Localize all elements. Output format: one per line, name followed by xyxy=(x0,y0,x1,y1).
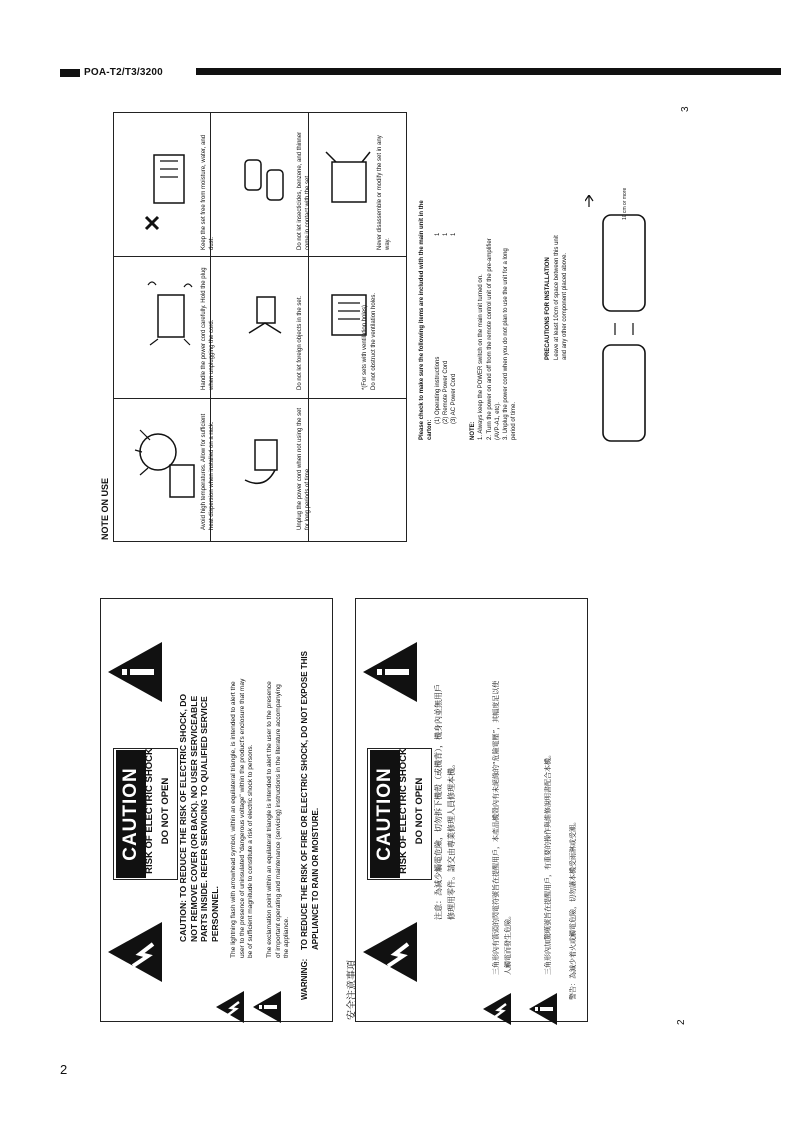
check-count-2: 1 xyxy=(443,232,449,236)
chinese-note: 注意：為減少觸電危險，切勿拆下機殼（或機背），機身內並無用戶修理用零件。請交由專業修理人員修理本機。 xyxy=(434,684,456,920)
illus-foreign-objects xyxy=(140,135,200,235)
note-item-2: Handle the power cord carefully. Hold the plug when unplugging the cord. xyxy=(201,267,215,390)
header xyxy=(60,67,163,78)
note-item-5: Do not obstruct the ventilation holes. xyxy=(371,292,377,390)
caution-open: DO NOT OPEN xyxy=(160,777,171,845)
install-clearance: 10 cm or more xyxy=(622,187,628,220)
illus-moisture xyxy=(140,275,200,365)
caution-risk-zh: RISK OF ELECTRIC SHOCK xyxy=(398,748,409,874)
warning-text: TO REDUCE THE RISK OF FIRE OR ELECTRIC SHOCK, DO NOT EXPOSE THIS APPLIANCE TO RAIN OR MOISTURE. xyxy=(300,651,320,950)
install-title: PRECAUTIONS FOR INSTALLATION xyxy=(545,257,551,360)
caution-main-text: CAUTION: TO REDUCE THE RISK OF ELECTRIC SHOCK, DO NOT REMOVE COVER (OR BACK). NO USER SERVICEABLE PARTS INSIDE. REFER SERVICING TO QUALIFIED SERVICE PERSONNEL. xyxy=(178,693,220,942)
page-number-rot-left: 2 xyxy=(676,1019,687,1025)
check-item-1: (1) Operating instructions xyxy=(435,356,441,424)
illus-unplug xyxy=(235,275,295,355)
check-intro: Please check to make sure the following items are included with the main unit in the carton: xyxy=(419,200,433,440)
grid-row-line-2 xyxy=(113,398,407,399)
caution-risk: RISK OF ELECTRIC SHOCK xyxy=(144,748,155,874)
install-text: Leave at least 10cm of space between this unit and any other component placed above. xyxy=(554,235,568,360)
illus-power-cord xyxy=(235,420,295,500)
grid-row-line-1 xyxy=(113,256,407,257)
warning-label: WARNING: xyxy=(300,958,309,1000)
caution-label-zh: CAUTION xyxy=(374,767,395,861)
note-item-3: Keep the set free from moisture, water, and dust. xyxy=(201,134,215,250)
check-count-1: 1 xyxy=(435,232,441,236)
note-item-8: Never disassemble or modify the set in any way. xyxy=(377,135,391,250)
chinese-flash: 三角形內有箭頭的閃電符號旨在提醒用戶，本產品機殼內有未絕緣的“危險電壓”，其幅度足以使人觸電而發生危險。 xyxy=(492,680,512,975)
notes-item-1: 1. Always keep the POWER switch on the main unit turned on. xyxy=(478,274,484,440)
exclamation-triangle-zh-small xyxy=(528,992,558,1026)
notes-item-3: 3. Unplug the power cord when you do not plan to use the unit for a long period of time. xyxy=(503,248,517,440)
lightning-triangle-zh-small xyxy=(482,992,512,1026)
illus-insecticide xyxy=(235,140,295,230)
page-number-left: 2 xyxy=(60,1062,68,1077)
notes-title: NOTE: xyxy=(470,421,476,440)
check-item-3: (3) AC Power Cord xyxy=(451,373,457,424)
exclamation-triangle-large xyxy=(106,640,164,704)
vent-note: *(For sets with ventilation holes) xyxy=(362,304,368,390)
check-item-2: (2) Remote Power Cord xyxy=(443,360,449,424)
model-name: POA-T2/T3/3200 xyxy=(84,67,163,78)
exclamation-triangle-small xyxy=(252,990,282,1024)
lightning-triangle-large xyxy=(106,920,164,984)
caution-open-zh: DO NOT OPEN xyxy=(414,777,425,845)
note-item-1: Avoid high temperatures. Allow for sufficient heat dispersion when installed on a rack. xyxy=(201,413,215,530)
notes-item-2: 2. Turn the power on and off from the remote control unit of the pre-amplifier (AVP-A1, etc). xyxy=(487,238,501,440)
header-mark xyxy=(60,69,80,77)
illus-install xyxy=(585,195,675,445)
note-item-4: Unplug the power cord when not using the set for long periods of time. xyxy=(297,407,311,530)
note-item-6: Do not let foreign objects in the set. xyxy=(297,295,303,390)
illus-high-temp xyxy=(130,420,200,510)
chinese-excl: 三角形內加驚嘆號旨在提醒用戶，有重要的操作與維修說明書配合本機。 xyxy=(544,751,552,975)
note-on-use-title: NOTE ON USE xyxy=(100,477,110,540)
exclamation-text: The exclamation point within an equilateral triangle is intended to alert the user to the presence of important operating and maintenance (servicing) instructions in the literature accompanying the appliance. xyxy=(266,681,291,958)
exclamation-triangle-large-zh xyxy=(361,640,419,704)
illus-disassemble xyxy=(320,140,380,230)
page-number-right: 3 xyxy=(680,106,691,112)
chinese-warning: 警告：為減少着火或觸電危險，切勿讓本機受雨淋或受潮。 xyxy=(569,818,577,1000)
flash-text: The lightning flash with arrowhead symbol, within an equilateral triangle, is intended to alert the user to the presence of uninsulated "dangerous voltage" within the product's enclosure that may be of sufficient magnitude to constitute a risk of electric shock to persons. xyxy=(230,678,255,958)
lightning-triangle-small xyxy=(215,990,245,1024)
note-item-7: Do not let insecticides, benzene, and thinner come in contact with the set. xyxy=(297,131,311,250)
lightning-triangle-large-zh xyxy=(361,920,419,984)
chinese-heading: 安全注意事項 xyxy=(347,960,358,1020)
caution-frame xyxy=(113,748,178,880)
caution-label: CAUTION xyxy=(120,767,141,861)
header-rule xyxy=(196,68,781,75)
check-count-3: 1 xyxy=(451,232,457,236)
caution-frame-zh xyxy=(367,748,432,880)
